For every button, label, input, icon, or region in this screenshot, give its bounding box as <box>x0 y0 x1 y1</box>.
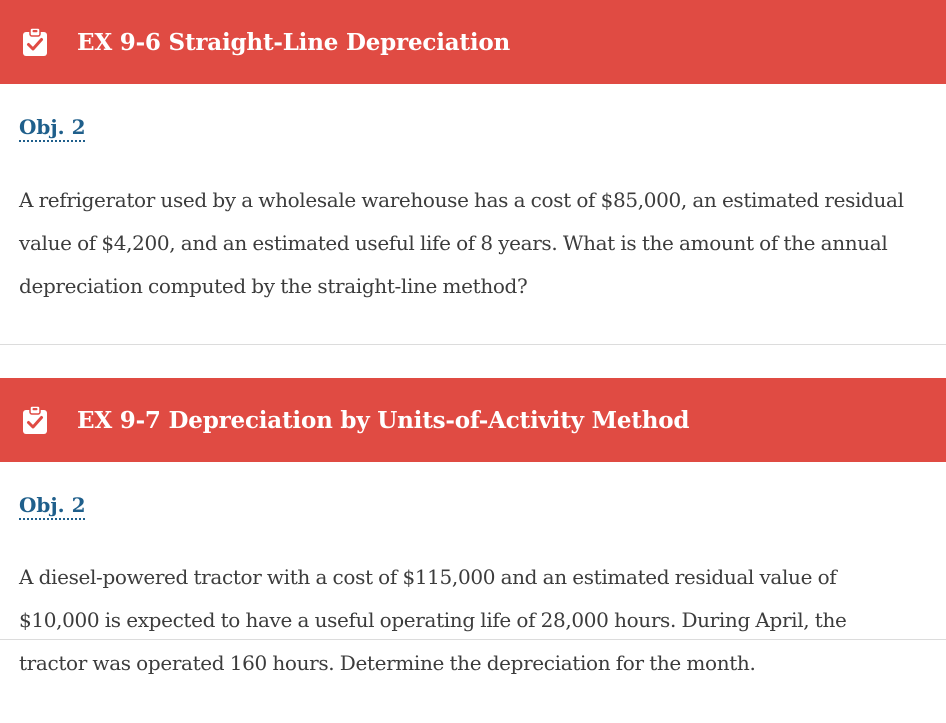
clipboard-check-icon <box>22 27 48 57</box>
exercise-body <box>0 462 946 685</box>
clipboard-check-icon <box>22 405 48 435</box>
exercise-title: EX 9-6 Straight-Line Depreciation <box>77 28 511 56</box>
exercise-body <box>0 84 946 308</box>
exercise-text <box>19 179 946 308</box>
exercise-card-9-7 <box>0 378 946 675</box>
exercise-title: EX 9-7 Depreciation by Units-of-Activity Method <box>77 406 690 434</box>
objective-link[interactable]: Obj. 2 <box>19 115 85 142</box>
exercise-header <box>0 378 946 462</box>
exercise-text-line: A refrigerator used by a wholesale warehouse has a cost of $85,000, an estimated residual <box>19 188 904 212</box>
exercise-text-line: $10,000 is expected to have a useful operating life of 28,000 hours. During April, the <box>19 608 847 632</box>
exercise-header <box>0 0 946 84</box>
objective-link[interactable]: Obj. 2 <box>19 493 85 520</box>
exercise-text-line: depreciation computed by the straight-line method? <box>19 274 528 298</box>
exercise-text-line: value of $4,200, and an estimated useful life of 8 years. What is the amount of the annual <box>19 231 888 255</box>
exercise-text-line: A diesel-powered tractor with a cost of $115,000 and an estimated residual value of <box>19 565 837 589</box>
exercise-text <box>19 556 946 685</box>
section-gap <box>0 345 946 378</box>
exercise-text-line: tractor was operated 160 hours. Determine the depreciation for the month. <box>19 651 756 675</box>
exercise-card-9-6 <box>0 0 946 345</box>
